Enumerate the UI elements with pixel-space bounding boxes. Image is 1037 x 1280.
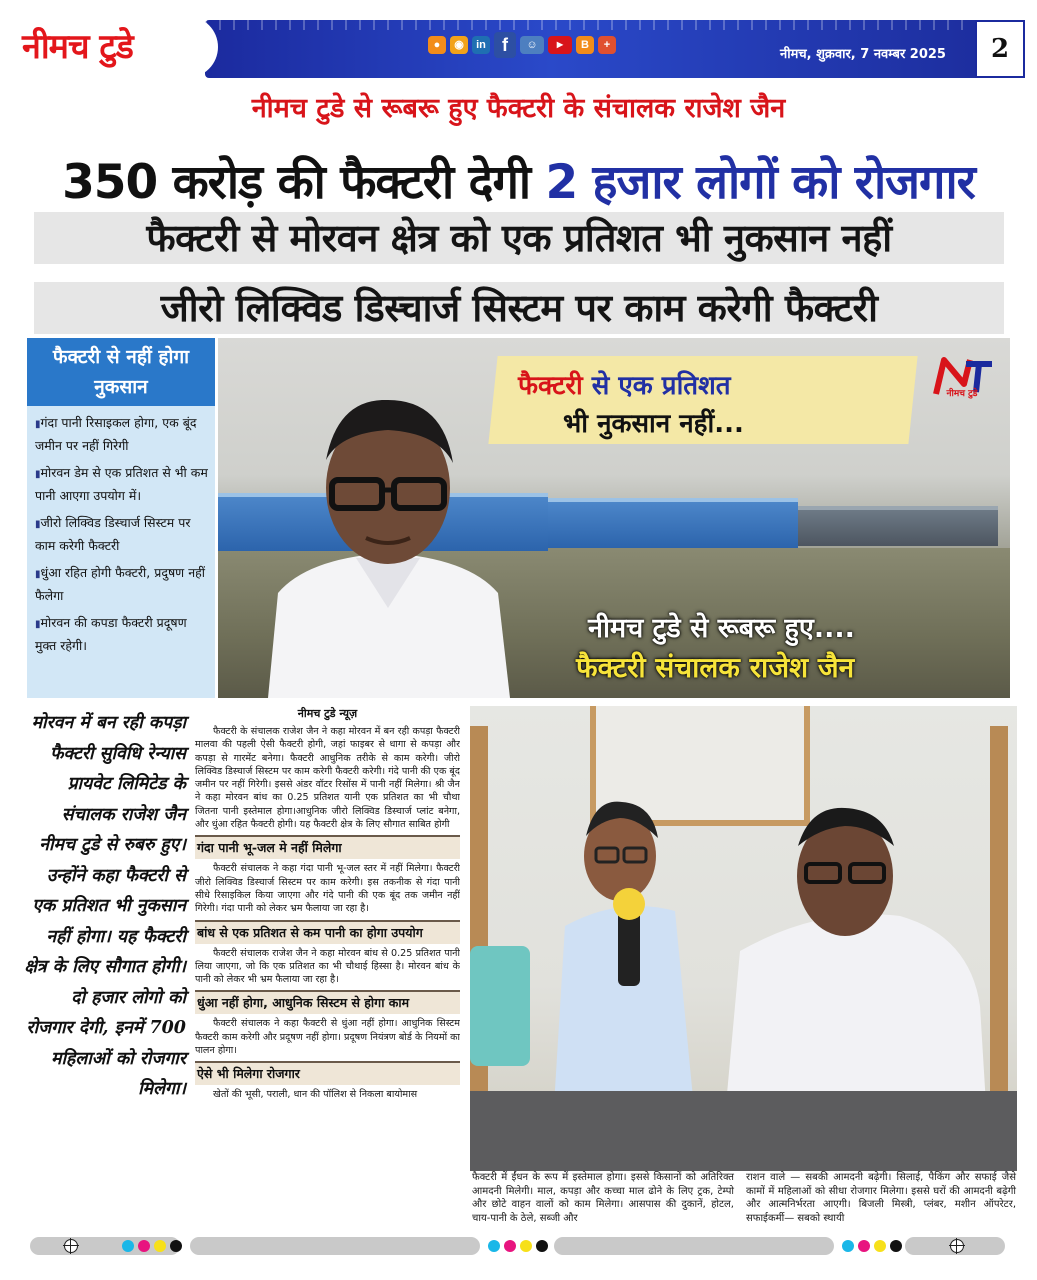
highlight-item: ▮ धुंआ रहित होगी फैक्टरी, प्रदुषण नहीं फैलेगा	[35, 562, 209, 606]
chat-icon: ●	[428, 36, 446, 54]
sofa	[470, 1091, 1017, 1171]
highlights-list	[27, 406, 215, 656]
main-headline-part2: 2 हजार लोगों को रोजगार	[545, 155, 975, 210]
article-body	[195, 706, 460, 1236]
highlight-item: ▮ जीरो लिक्विड डिस्चार्ज सिस्टम पर काम करेगी फैक्टरी	[35, 512, 209, 556]
article-paragraph: फैक्टरी संचालक राजेश जैन ने कहा मोरवन बांध से 0.25 प्रतिशत पानी लिया जाएगा, जो कि एक प्रतिशत का भी चौथाई हिस्सा है। मोरवन बांध के पानी को लेकर भी भ्रम फैलाया जा रहा है।	[195, 947, 460, 986]
article-paragraph: फैक्टरी संचालक ने कहा फैक्टरी से धुंआ नहीं होगा। आधुनिक सिस्टम फैक्टरी काम करेगी और प्रदूषण नहीं होगा। प्रदूषण नियंत्रण बोर्ड के नियमों का पालन होगा।	[195, 1018, 460, 1057]
interviewee-figure	[248, 378, 528, 698]
article-subheading: ऐसे भी मिलेगा रोजगार	[195, 1061, 460, 1085]
black-registration-dot	[170, 1240, 182, 1252]
article-subheading: गंदा पानी भू-जल मे नहीं मिलेगा	[195, 835, 460, 859]
rss-icon: ◉	[450, 36, 468, 54]
sub-headline-1: फैक्टरी से मोरवन क्षेत्र को एक प्रतिशत भी नुकसान नहीं	[34, 212, 1004, 264]
highlight-item: ▮ मोरवन डेम से एक प्रतिशत से भी कम पानी आएगा उपयोग में।	[35, 462, 209, 506]
hero-banner-red: फैक्टरी	[518, 371, 583, 401]
facebook-icon: f	[494, 32, 516, 58]
cyan-registration-dot	[488, 1240, 500, 1252]
hero-caption-1: नीमच टुडे से रूबरू हुए....	[588, 613, 855, 644]
main-headline	[0, 148, 1037, 212]
hero-banner-line2: भी नुकसान नहीं...	[563, 409, 744, 439]
plus-icon: +	[598, 36, 616, 54]
youtube-icon: ▶	[548, 36, 572, 54]
nt-logo-caption: नीमच टुडे	[946, 389, 978, 399]
black-registration-dot	[890, 1240, 902, 1252]
registration-strip	[554, 1237, 834, 1255]
magenta-registration-dot	[858, 1240, 870, 1252]
article-subheading: बांध से एक प्रतिशत से कम पानी का होगा उपयोग	[195, 920, 460, 944]
article-paragraph: फैक्टरी के संचालक राजेश जैन ने कहा मोरवन में बन रही कपड़ा फैक्टरी मालवा की पहली ऐसी फैक्टरी होगी, जहां फाइबर से धागा से कपड़ा और कपड़ा से गारमेंट बनेगा। फैक्टरी आधुनिक तरीके से काम करेगी। जीरो लिक्विड डिस्चार्ज सिस्टम पर काम करेगी फैक्टरी करेगी। गंदे पानी की एक बूंद जमीन पर नहीं गिरेगी। इससे अंडर वॉटर रिसोंस में पानी नहीं मिलेगा। श्री जैन ने कहा मोरवन बांध का 0.25 प्रतिशत यानी एक प्रतिशत का भी चौथा जितना पानी इस्तेमाल होगा।आधुनिक जीरो लिक्विड डिस्चार्ज प्लांट बनेगा, और धुंआ रहित फैक्टरी होगी। यह फैक्टरी क्षेत्र के लिए सौगात साबित होगी	[195, 726, 460, 831]
yellow-registration-dot	[154, 1240, 166, 1252]
highlight-item: ▮ गंदा पानी रिसाइकल होगा, एक बूंद जमीन पर नहीं गिरेगी	[35, 412, 209, 456]
article-paragraph: फैक्टरी संचालक ने कहा गंदा पानी भू-जल स्तर में नहीं मिलेगा। फैक्टरी जीरो लिक्विड डिस्चार्ज सिस्टम पर काम करेगी। इस तकनीक से गंदा पानी सीधे रिसाइकिल किया जाएगा और गंदे पानी की एक बूंद तक जमीन नहीं गिरेगी। गंदा पानी को लेकर भ्रम फैलाया जा रहा है।	[195, 863, 460, 915]
cyan-registration-dot	[842, 1240, 854, 1252]
main-headline-part1: 350 करोड़ की फैक्टरी देगी	[62, 155, 546, 210]
kicker-headline: नीमच टुडे से रूबरू हुए फैक्टरी के संचालक राजेश जैन	[251, 93, 786, 124]
byline: नीमच टुडे न्यूज़	[297, 707, 358, 720]
registration-mark-icon	[950, 1239, 964, 1253]
linkedin-icon: in	[472, 36, 490, 54]
highlight-item: ▮ मोरवन की कपडा फैक्टरी प्रदूषण मुक्त रहेगी।	[35, 612, 209, 656]
masthead	[0, 0, 1037, 85]
sub-headline-2: जीरो लिक्विड डिस्चार्ज सिस्टम पर काम करेगी फैक्टरी	[34, 282, 1004, 334]
continuation-column-2: राशन वाले — सबकी आमदनी बढ़ेगी। सिलाई, पैकिंग और सफाई जैसे कामों में महिलाओं को सीधा रोजगार मिलेगा। इससे घरों की आमदनी बढ़ेगी और आत्मनिर्भरता आएगी। बिजली मिस्त्री, प्लंबर, मशीन ऑपरेटर, सफाईकर्मी— सबको स्थायी	[746, 1172, 1016, 1224]
factory-shed	[548, 498, 798, 548]
blogger-icon: B	[576, 36, 594, 54]
highlights-title: फैक्टरी से नहीं होगा नुकसान	[27, 338, 215, 406]
registration-mark-icon	[64, 1239, 78, 1253]
article-subheading: धुंआ नहीं होगा, आधुनिक सिस्टम से होगा काम	[195, 990, 460, 1014]
newspaper-logo: नीमच टुडे	[22, 27, 133, 67]
hero-banner-line1	[518, 366, 731, 402]
cyan-registration-dot	[122, 1240, 134, 1252]
article-paragraph: खेतों की भूसी, पराली, धान की पॉलिश से निकला बायोमास	[213, 1089, 418, 1101]
factory-shed	[798, 506, 998, 546]
black-registration-dot	[536, 1240, 548, 1252]
hero-banner-rest: से एक प्रतिशत	[582, 371, 731, 401]
hero-photo	[218, 338, 1010, 698]
magenta-registration-dot	[138, 1240, 150, 1252]
page-number: 2	[975, 20, 1025, 78]
yellow-registration-dot	[520, 1240, 532, 1252]
interview-photo	[470, 706, 1017, 1171]
yellow-registration-dot	[874, 1240, 886, 1252]
lede-paragraph: मोरवन में बन रही कपड़ा फैक्टरी सुविधि रेन्यास प्रायवेट लिमिटेड के संचालक राजेश जैन नीमच टुडे से रुबरु हुए। उन्होंने कहा फैक्टरी से एक प्रतिशत भी नुकसान नहीं होगा। यह फैक्टरी क्षेत्र के लिए सौगात होगी। दो हजार लोगो को रोजगार देगी, इनमें 700 महिलाओं को रोजगार मिलेगा।	[24, 713, 186, 1099]
magenta-registration-dot	[504, 1240, 516, 1252]
social-icons	[428, 32, 616, 58]
registration-strip	[190, 1237, 480, 1255]
continuation-column-1: फैक्टरी में ईंधन के रूप में इस्तेमाल होगा। इससे किसानों को अतिरिक्त आमदनी मिलेगी। माल, कपड़ा और कच्चा माल ढोने के लिए ट्रक, टेम्पो और छोटे वाहन वालों को काम मिलेगा। आसपास की दुकानें, होटल, चाय-पानी के ठेले, सब्जी और	[472, 1172, 734, 1224]
people-icon: ☺	[520, 36, 544, 54]
dateline: नीमच, शुक्रवार, 7 नवम्बर 2025	[780, 47, 946, 62]
highlights-box	[27, 338, 215, 698]
hero-caption-2: फैक्टरी संचालक राजेश जैन	[576, 651, 855, 684]
